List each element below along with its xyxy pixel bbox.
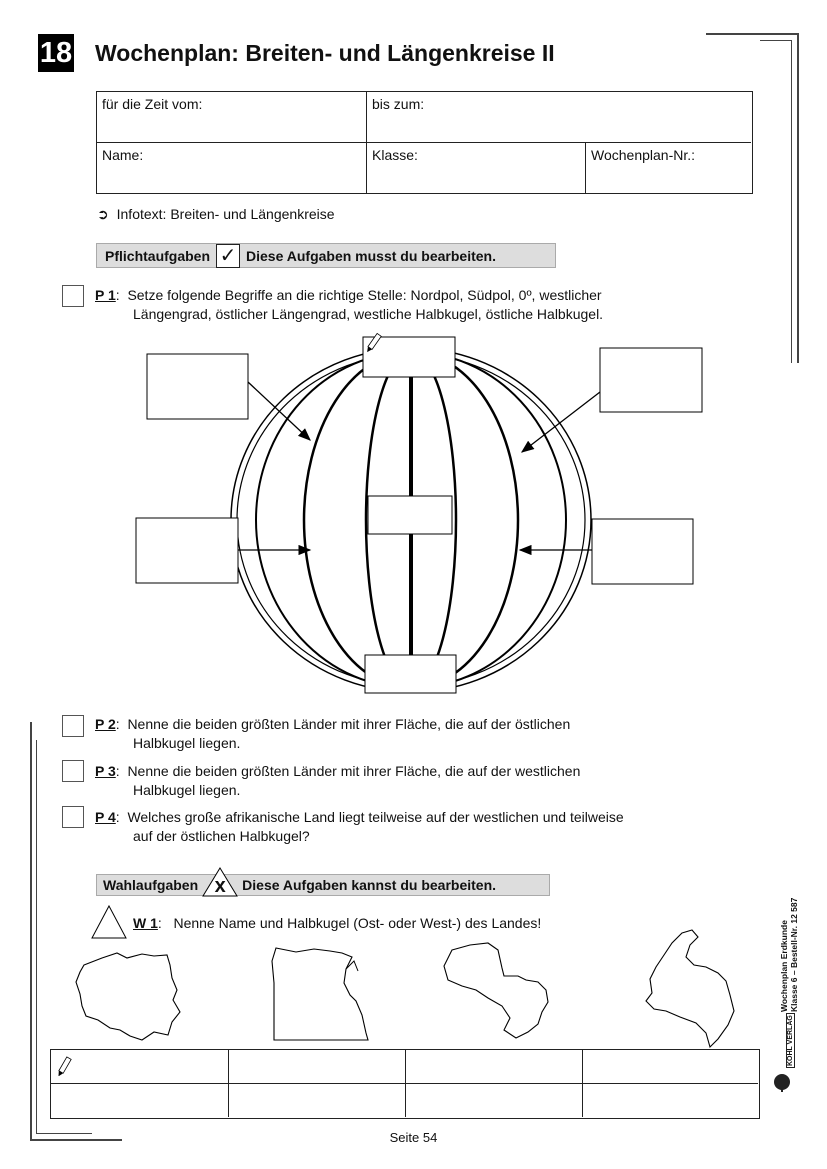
to-cell[interactable] <box>367 92 751 143</box>
side-text-order: Klasse 6 – Bestell-Nr. 12 587 <box>789 897 799 1012</box>
optional-banner <box>96 874 550 896</box>
box-center <box>368 496 452 534</box>
country-outline-poland <box>72 950 187 1045</box>
task-p1-text: Setze folgende Begriffe an die richtige Stelle: Nordpol, Südpol, 0º, westlicher <box>127 287 602 303</box>
arrow-top-right <box>522 392 600 452</box>
frame-line-left <box>30 722 32 1140</box>
arrow-icon: ➲ <box>97 206 109 222</box>
task-p2-text-2: Halbkugel liegen. <box>133 735 241 751</box>
box-mid-right <box>592 519 693 584</box>
page-number: Seite 54 <box>389 1130 438 1145</box>
task-p1: P 1: Setze folgende Begriffe an die richtige Stelle: Nordpol, Südpol, 0º, westlicher Längengrad, östlicher Längengrad, westliche Halbkugel, östliche Halbkugel. <box>95 287 604 322</box>
task-p2: P 2: Nenne die beiden größten Länder mit ihrer Fläche, die auf der östlichen Halbkugel liegen. <box>95 716 571 751</box>
publisher-logo <box>770 1015 796 1094</box>
mandatory-text: Diese Aufgaben musst du bearbeiten. <box>246 247 496 264</box>
task-p1-text-2: Längengrad, östlicher Längengrad, westliche Halbkugel, östliche Halbkugel. <box>133 306 604 322</box>
country-outline-colombia <box>636 927 751 1049</box>
frame-line-left-inner <box>36 740 37 1134</box>
task-p4-label: P 4 <box>95 809 116 825</box>
optional-x-symbol: x <box>214 875 226 897</box>
frame-line-top <box>706 33 798 35</box>
answer-cell-1-3[interactable] <box>406 1050 583 1084</box>
optional-text: Diese Aufgaben kannst du bearbeiten. <box>242 877 497 893</box>
infotext-line <box>97 206 335 223</box>
from-cell[interactable] <box>97 92 367 143</box>
task-p3-label: P 3 <box>95 763 116 779</box>
plan-no-cell[interactable] <box>586 143 751 193</box>
frame-line-right-inner <box>791 40 792 363</box>
pencil-icon <box>57 1056 75 1076</box>
task-w1-text: Nenne Name und Halbkugel (Ost- oder West-) des Landes! <box>173 915 542 931</box>
optional-label: Wahlaufgaben <box>103 877 199 893</box>
optional-x-icon <box>201 866 239 898</box>
name-label: Name: <box>102 147 144 163</box>
sheet-number: 18 <box>38 34 74 72</box>
answer-cell-1-4[interactable] <box>583 1050 758 1084</box>
box-top-left <box>147 354 248 419</box>
info-table <box>96 91 753 194</box>
task-p4-text-2: auf der östlichen Halbkugel? <box>133 828 310 844</box>
task-p1-checkbox[interactable] <box>62 285 84 307</box>
infotext-label: Infotext: Breiten- und Längenkreise <box>116 206 335 222</box>
task-p3-text: Nenne die beiden größten Länder mit ihrer Fläche, die auf der westlichen <box>127 763 581 779</box>
name-cell[interactable] <box>97 143 367 193</box>
task-p2-label: P 2 <box>95 716 116 732</box>
task-p3-text-2: Halbkugel liegen. <box>133 782 241 798</box>
from-label: für die Zeit vom: <box>102 96 203 112</box>
task-p4-text: Welches große afrikanische Land liegt teilweise auf der westlichen und teilweise <box>127 809 624 825</box>
frame-line-right <box>797 33 799 363</box>
frame-line-top-inner <box>760 40 792 41</box>
page-title: Wochenplan: Breiten- und Längenkreise II <box>95 40 555 66</box>
plan-no-label: Wochenplan-Nr.: <box>591 147 696 163</box>
answer-cell-2-1[interactable] <box>51 1084 229 1117</box>
task-w1-label: W 1 <box>133 915 158 931</box>
class-cell[interactable] <box>367 143 586 193</box>
triangle-icon[interactable] <box>90 904 128 940</box>
box-south-pole <box>365 655 456 693</box>
task-p4-checkbox[interactable] <box>62 806 84 828</box>
answer-cell-2-4[interactable] <box>583 1084 758 1117</box>
country-outline-paraguay <box>438 940 558 1042</box>
class-label: Klasse: <box>372 147 418 163</box>
answer-cell-1-2[interactable] <box>229 1050 406 1084</box>
task-p2-checkbox[interactable] <box>62 715 84 737</box>
box-top-right <box>600 348 702 412</box>
task-p2-text: Nenne die beiden größten Länder mit ihrer Fläche, die auf der östlichen <box>127 716 571 732</box>
task-w1: W 1: Nenne Name und Halbkugel (Ost- oder West-) des Landes! <box>133 915 542 931</box>
mandatory-label: Pflichtaufgaben <box>105 247 211 264</box>
box-mid-left <box>136 518 238 583</box>
globe-diagram <box>130 330 710 700</box>
task-p4: P 4: Welches große afrikanische Land liegt teilweise auf der westlichen und teilweise auf der östlichen Halbkugel? <box>95 809 624 844</box>
country-outline-egypt <box>270 943 370 1045</box>
answer-cell-1-1[interactable] <box>51 1050 229 1084</box>
to-label: bis zum: <box>372 96 425 112</box>
checkmark-icon: ✓ <box>216 244 240 268</box>
answer-cell-2-3[interactable] <box>406 1084 583 1117</box>
side-text-title: Wochenplan Erdkunde <box>779 920 789 1012</box>
task-p3-checkbox[interactable] <box>62 760 84 782</box>
publisher-logo-text: KOHL VERLAG <box>787 1015 794 1066</box>
answer-cell-2-2[interactable] <box>229 1084 406 1117</box>
task-p1-label: P 1 <box>95 287 116 303</box>
answer-grid <box>50 1049 760 1119</box>
task-p3: P 3: Nenne die beiden größten Länder mit ihrer Fläche, die auf der westlichen Halbkugel liegen. <box>95 763 581 798</box>
mandatory-banner <box>96 243 556 268</box>
